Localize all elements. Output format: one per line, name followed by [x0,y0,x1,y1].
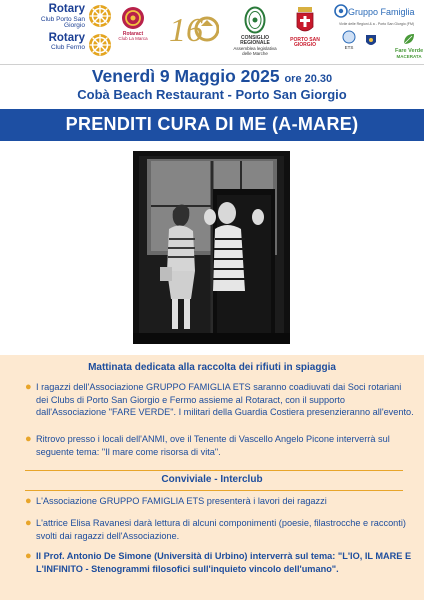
conviviale-bullet: ● Il Prof. Antonio De Simone (Università di Urbino) interverrà sul tema: "L'IO, IL MARE E L'INFINITO - Stenogrammi filosofici sull'inquieto vincolo dell'umano". [25,550,412,574]
region-crest-icon [244,6,266,34]
fare-verde-logo: Fare Verde MACERATA [395,32,423,59]
event-date-line [0,66,424,87]
ets-badge-icon [342,30,356,44]
event-title: PRENDITI CURA DI ME (A-MARE) [65,114,359,134]
italy-emblem-icon [365,34,377,48]
bullet-dot-icon: ● [25,381,32,393]
rotary-logos [40,4,112,60]
event-photo [133,151,290,344]
consiglio-regionale-logo: CONSIGLIO REGIONALE Assemblea legislativa delle Marche [232,6,278,57]
gruppo-famiglia-subtitle: Vivile delle Regioni & a - Porto San Giorgio (FM) [339,22,415,26]
svg-text:16: 16 [169,12,203,48]
conviviale-heading: Conviviale - Interclub [161,474,263,485]
rotary-club-label: Club Porto San Giorgio [40,15,85,29]
leaf-icon [402,32,416,46]
event-venue: Cobà Beach Restaurant - Porto San Giorgio [77,87,347,102]
bullet-dot-icon: ● [25,495,32,507]
logos-strip [0,0,424,64]
rotary-wheel-icon [88,4,112,28]
section-divider [25,470,403,471]
event-time: ore 20.30 [284,73,333,85]
bullet-dot-icon: ● [25,550,32,562]
rotary-wheel-icon [88,33,112,57]
conviviale-bullet: ● L'attrice Elisa Ravanesi darà lettura di alcuni componimenti (poesie, filastrocche e racconti) svolti dai ragazzi dell'Associazione. [25,517,406,541]
city-crest-icon [295,6,315,36]
conviviale-bullet: ● L'Associazione GRUPPO FAMIGLIA ETS presenterà i lavori dei ragazzi [25,495,327,507]
morning-bullet: ● Ritrovo presso i locali dell'ANMI, ove il Tenente di Vascello Angelo Picone interverrà sul seguente tema: "Il mare come risorsa di vita". [25,433,390,457]
rotaract-wheel-icon [121,6,145,30]
rotaract-logo: Rotaract Club La Marca [118,6,148,42]
porto-san-giorgio-logo: PORTO SAN GIORGIO [288,6,322,49]
morning-heading: Mattinata dedicata alla raccolta dei rifiuti in spiaggia [88,362,336,373]
anniversary-160-emblem [165,8,219,48]
bullet-dot-icon: ● [25,517,32,529]
gruppo-famiglia-icon [334,4,348,18]
morning-bullet: ● I ragazzi dell'Associazione GRUPPO FAMIGLIA ETS saranno coadiuvati dai Soci rotariani dei Clubs di Porto San Giorgio e Fermo assieme al Rotaract, con il supporto dall'Associazione "FARE VERDE". I militari della Guardia Costiera presenzieranno all'evento. [25,381,414,417]
header-divider [0,64,424,65]
ets-logo: ETS [338,30,360,51]
rotary-name: Rotary [48,3,85,15]
rotary-name: Rotary [48,31,85,44]
bullet-dot-icon: ● [25,433,32,445]
section-divider [25,490,403,491]
gruppo-famiglia-title: Gruppo Famiglia [348,7,415,17]
rotary-club-label: Club Fermo [51,44,85,51]
event-date: Venerdì 9 Maggio 2025 [91,66,280,86]
